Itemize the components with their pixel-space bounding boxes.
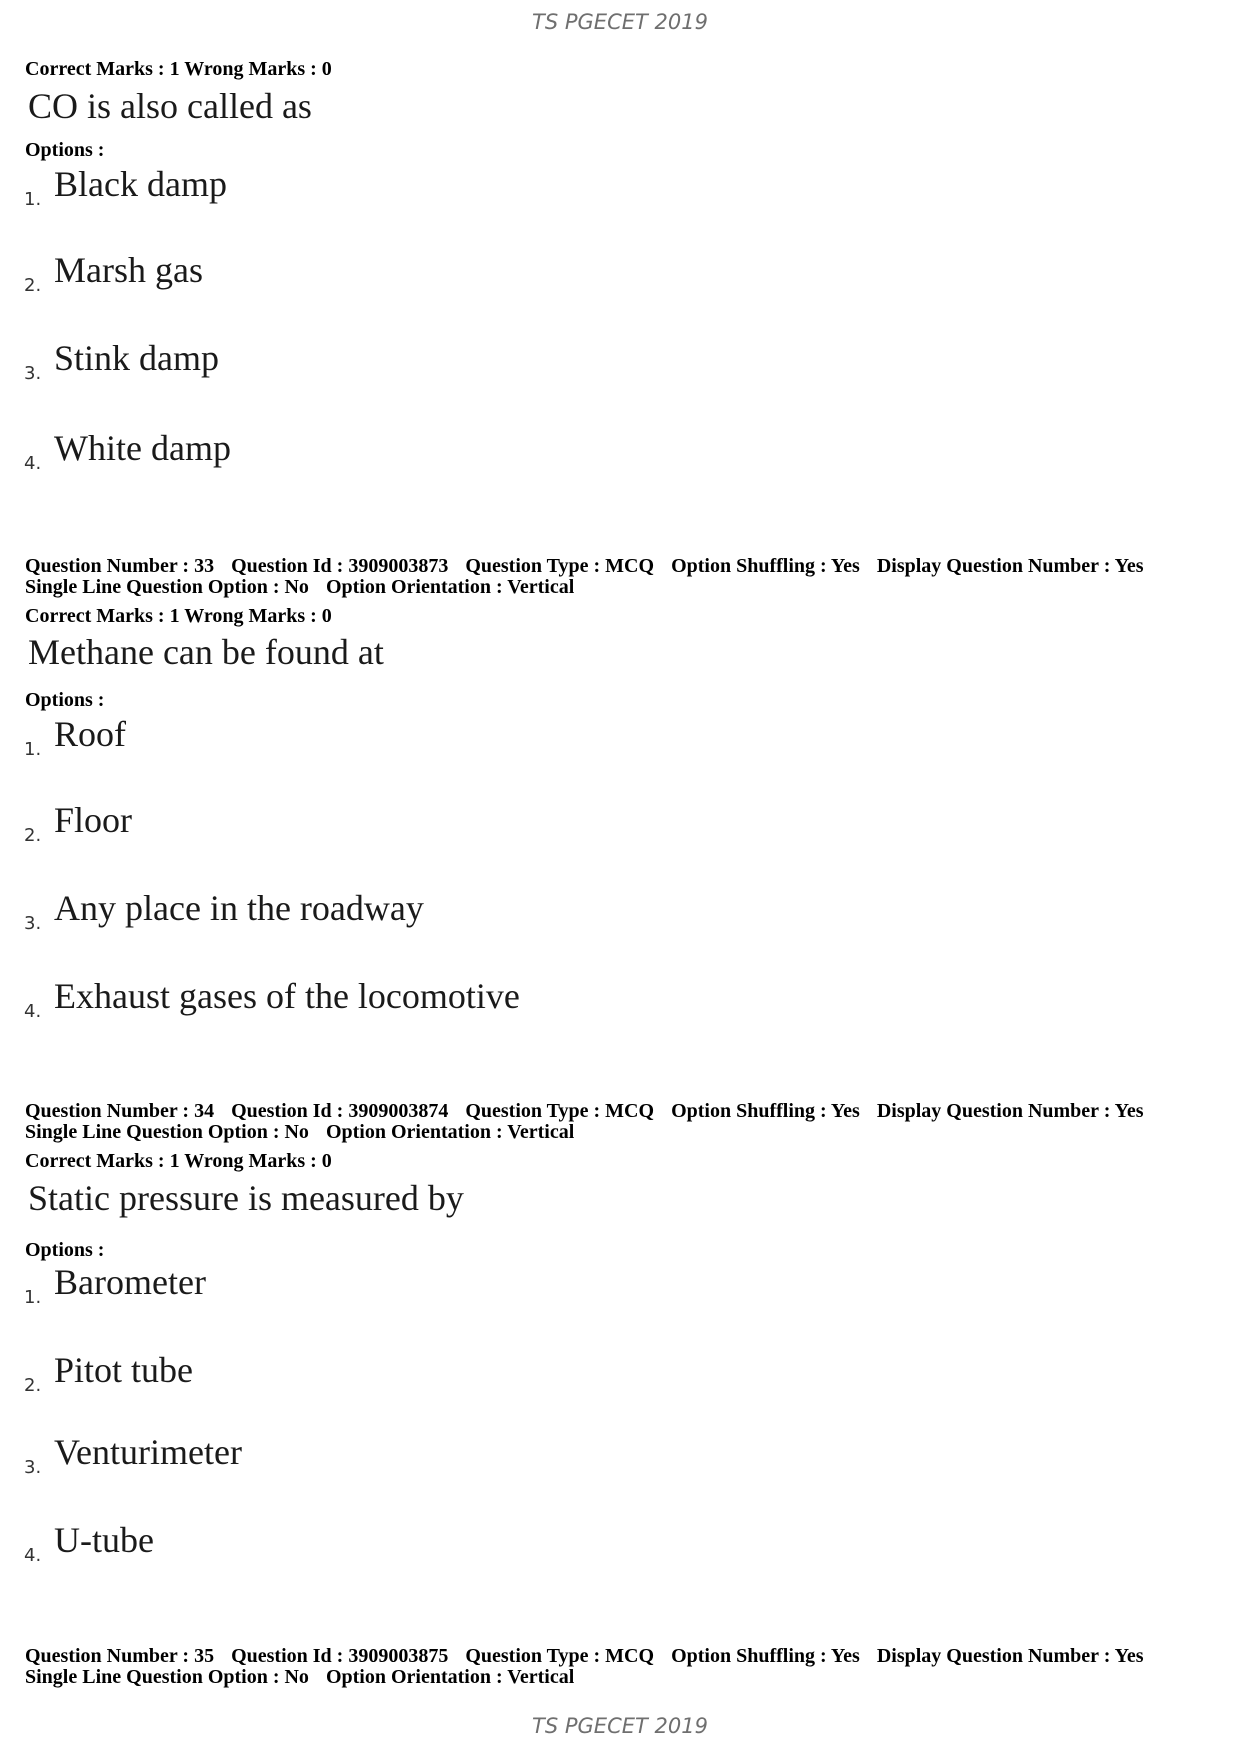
option-orientation: Option Orientation : Vertical (325, 1666, 575, 1688)
q33-meta-line-1 (25, 556, 1156, 577)
option-number: 3. (24, 363, 42, 384)
option-shuffling: Option Shuffling : Yes (671, 1100, 860, 1122)
single-line-option: Single Line Question Option : No (25, 576, 309, 598)
option-number: 2. (24, 825, 42, 846)
option-number: 2. (24, 1375, 42, 1396)
option-shuffling: Option Shuffling : Yes (671, 555, 860, 577)
page-header: TS PGECET 2019 (532, 10, 708, 34)
single-line-option: Single Line Question Option : No (25, 1121, 309, 1143)
option-text: Floor (54, 800, 133, 840)
question-id: Question Id : 3909003874 (231, 1100, 449, 1122)
q35-meta-line-1 (25, 1646, 1156, 1667)
option-number: 4. (24, 453, 42, 474)
option-number: 1. (24, 739, 42, 760)
option-text: Stink damp (54, 338, 220, 378)
question-id: Question Id : 3909003875 (231, 1645, 449, 1667)
option-text: U-tube (54, 1520, 154, 1560)
question-number: Question Number : 34 (25, 1100, 215, 1122)
option-number: 2. (24, 275, 42, 296)
q33-question-text: Methane can be found at (28, 632, 384, 672)
q32-marks: Correct Marks : 1 Wrong Marks : 0 (25, 58, 332, 80)
question-number: Question Number : 35 (25, 1645, 215, 1667)
q34-question-text: Static pressure is measured by (28, 1178, 464, 1218)
option-number: 3. (24, 1457, 42, 1478)
q34-marks: Correct Marks : 1 Wrong Marks : 0 (25, 1150, 332, 1172)
option-text: Venturimeter (54, 1432, 242, 1472)
option-orientation: Option Orientation : Vertical (325, 1121, 575, 1143)
option-text: Exhaust gases of the locomotive (54, 976, 520, 1016)
question-type: Question Type : MCQ (465, 1100, 655, 1122)
q32-options-label: Options : (25, 139, 105, 161)
question-type: Question Type : MCQ (465, 1645, 655, 1667)
option-text: Barometer (54, 1262, 206, 1302)
q33-options-label: Options : (25, 689, 105, 711)
display-question-number: Display Question Number : Yes (876, 1645, 1144, 1667)
q33-meta-line-2 (25, 577, 586, 598)
option-text: Roof (54, 714, 126, 754)
q33-marks: Correct Marks : 1 Wrong Marks : 0 (25, 605, 332, 627)
option-shuffling: Option Shuffling : Yes (671, 1645, 860, 1667)
option-number: 3. (24, 913, 42, 934)
question-id: Question Id : 3909003873 (231, 555, 449, 577)
option-orientation: Option Orientation : Vertical (325, 576, 575, 598)
q34-meta-line-1 (25, 1101, 1156, 1122)
single-line-option: Single Line Question Option : No (25, 1666, 309, 1688)
option-text: White damp (54, 428, 231, 468)
question-number: Question Number : 33 (25, 555, 215, 577)
page-footer: TS PGECET 2019 (532, 1714, 708, 1738)
option-text: Black damp (54, 164, 227, 204)
question-type: Question Type : MCQ (465, 555, 655, 577)
option-text: Any place in the roadway (54, 888, 424, 928)
option-number: 1. (24, 189, 42, 210)
q34-options-label: Options : (25, 1239, 105, 1261)
display-question-number: Display Question Number : Yes (876, 555, 1144, 577)
option-text: Marsh gas (54, 250, 203, 290)
q34-meta-line-2 (25, 1122, 586, 1143)
option-number: 4. (24, 1001, 42, 1022)
q35-meta-line-2 (25, 1667, 586, 1688)
option-text: Pitot tube (54, 1350, 194, 1390)
display-question-number: Display Question Number : Yes (876, 1100, 1144, 1122)
q32-question-text: CO is also called as (28, 86, 312, 126)
option-number: 1. (24, 1287, 42, 1308)
option-number: 4. (24, 1545, 42, 1566)
